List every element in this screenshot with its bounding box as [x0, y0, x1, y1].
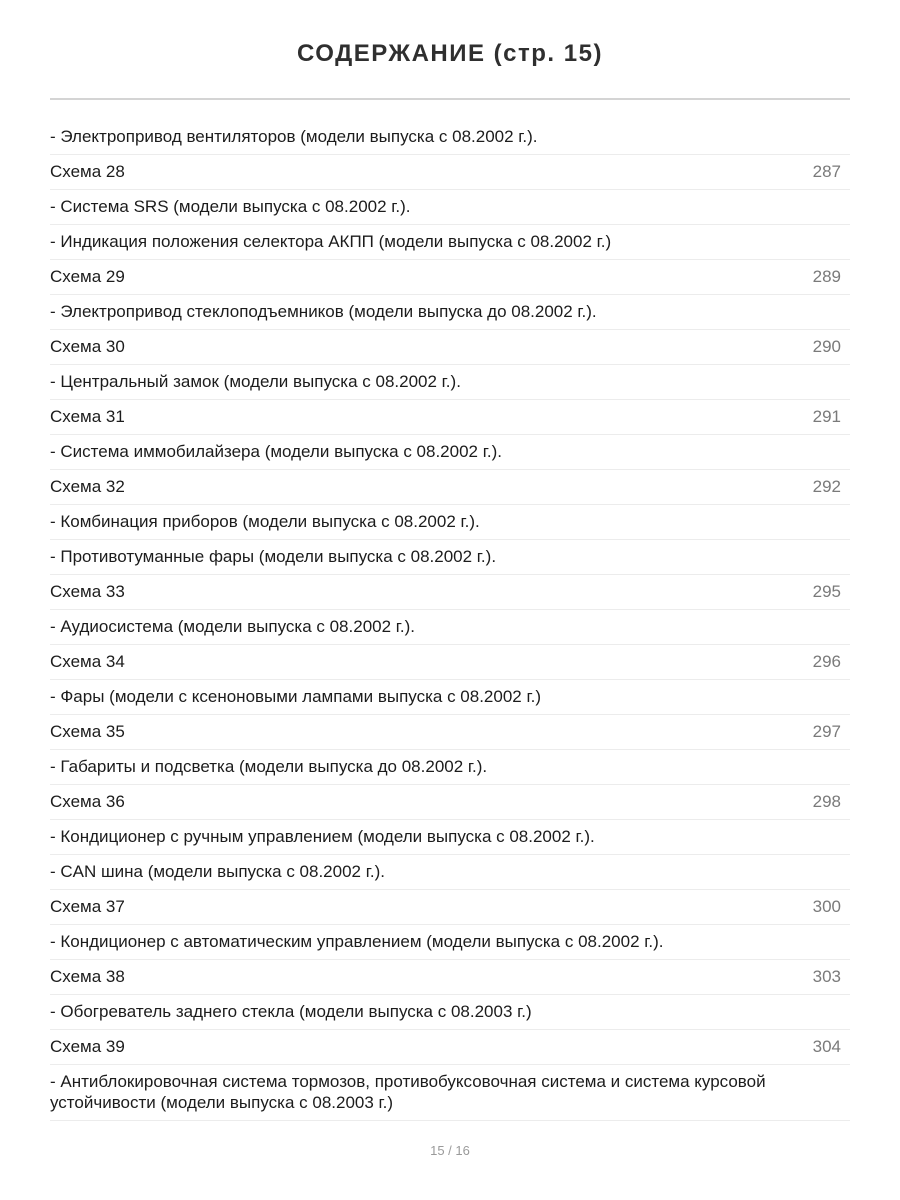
toc-entry-text: - Индикация положения селектора АКПП (модели выпуска с 08.2002 г.) [50, 232, 612, 251]
toc-entry-description [50, 540, 850, 575]
toc-entry-scheme[interactable] [50, 470, 850, 505]
toc-page-number: 287 [812, 162, 841, 181]
toc-entry-description [50, 435, 850, 470]
toc-entry-description [50, 190, 850, 225]
toc-page-number: 300 [812, 897, 841, 916]
toc-entry-description [50, 995, 850, 1030]
toc-entry-text: - Кондиционер с автоматическим управлением (модели выпуска с 08.2002 г.). [50, 932, 664, 951]
toc-page-number: 291 [812, 407, 841, 426]
toc-entry-description [50, 295, 850, 330]
toc-entry-text: - Комбинация приборов (модели выпуска с 08.2002 г.). [50, 512, 480, 531]
table-of-contents [50, 120, 850, 1121]
toc-entry-text: - Обогреватель заднего стекла (модели выпуска с 08.2003 г.) [50, 1002, 532, 1021]
toc-entry-text: - Противотуманные фары (модели выпуска с 08.2002 г.). [50, 547, 497, 566]
toc-entry-text: - Фары (модели с ксеноновыми лампами выпуска с 08.2002 г.) [50, 687, 541, 706]
toc-entry-scheme[interactable] [50, 575, 850, 610]
toc-entry-scheme[interactable] [50, 1030, 850, 1065]
toc-entry-scheme[interactable] [50, 715, 850, 750]
toc-entry-description [50, 120, 850, 155]
toc-entry-text: Схема 32 [50, 477, 125, 496]
toc-entry-text: Схема 37 [50, 897, 125, 916]
toc-page-number: 296 [812, 652, 841, 671]
toc-entry-description [50, 610, 850, 645]
toc-entry-text: - Кондиционер с ручным управлением (модели выпуска с 08.2002 г.). [50, 827, 595, 846]
toc-entry-description [50, 750, 850, 785]
toc-entry-text: - Антиблокировочная система тормозов, противобуксовочная система и система курсовой устойчивости (модели выпуска с 08.2003 г.) [50, 1072, 766, 1112]
toc-entry-text: Схема 34 [50, 652, 125, 671]
toc-entry-text: Схема 39 [50, 1037, 125, 1056]
toc-entry-text: - Электропривод стеклоподъемников (модели выпуска до 08.2002 г.). [50, 302, 597, 321]
toc-entry-text: Схема 33 [50, 582, 125, 601]
toc-entry-text: - CAN шина (модели выпуска с 08.2002 г.). [50, 862, 385, 881]
toc-entry-text: - Система иммобилайзера (модели выпуска с 08.2002 г.). [50, 442, 502, 461]
toc-entry-text: Схема 31 [50, 407, 125, 426]
toc-page-number: 292 [812, 477, 841, 496]
toc-page-number: 289 [812, 267, 841, 286]
toc-entry-description [50, 225, 850, 260]
toc-entry-description [50, 820, 850, 855]
toc-entry-scheme[interactable] [50, 400, 850, 435]
toc-entry-scheme[interactable] [50, 155, 850, 190]
page-indicator: 15 / 16 [430, 1143, 470, 1158]
toc-entry-description [50, 505, 850, 540]
toc-entry-scheme[interactable] [50, 330, 850, 365]
page-title: СОДЕРЖАНИЕ (стр. 15) [297, 40, 603, 67]
toc-entry-text: - Центральный замок (модели выпуска с 08.2002 г.). [50, 372, 461, 391]
toc-entry-description [50, 925, 850, 960]
toc-entry-text: Схема 35 [50, 722, 125, 741]
toc-entry-text: Схема 38 [50, 967, 125, 986]
toc-entry-text: - Электропривод вентиляторов (модели выпуска с 08.2002 г.). [50, 127, 538, 146]
toc-entry-description [50, 1065, 850, 1121]
toc-entry-text: - Габариты и подсветка (модели выпуска до 08.2002 г.). [50, 757, 488, 776]
toc-entry-text: - Аудиосистема (модели выпуска с 08.2002 г.). [50, 617, 416, 636]
toc-entry-text: Схема 28 [50, 162, 125, 181]
toc-entry-scheme[interactable] [50, 960, 850, 995]
toc-page-number: 290 [812, 337, 841, 356]
toc-entry-text: Схема 30 [50, 337, 125, 356]
toc-page-number: 304 [812, 1037, 841, 1056]
toc-entry-description [50, 680, 850, 715]
toc-entry-description [50, 855, 850, 890]
toc-page-number: 297 [812, 722, 841, 741]
toc-page-number: 295 [812, 582, 841, 601]
toc-page-number: 303 [812, 967, 841, 986]
title-divider [50, 98, 850, 100]
toc-entry-scheme[interactable] [50, 260, 850, 295]
toc-entry-scheme[interactable] [50, 645, 850, 680]
toc-entry-text: Схема 36 [50, 792, 125, 811]
toc-entry-scheme[interactable] [50, 785, 850, 820]
toc-entry-text: Схема 29 [50, 267, 125, 286]
toc-page-number: 298 [812, 792, 841, 811]
toc-entry-scheme[interactable] [50, 890, 850, 925]
toc-entry-text: - Система SRS (модели выпуска с 08.2002 г.). [50, 197, 411, 216]
toc-entry-description [50, 365, 850, 400]
